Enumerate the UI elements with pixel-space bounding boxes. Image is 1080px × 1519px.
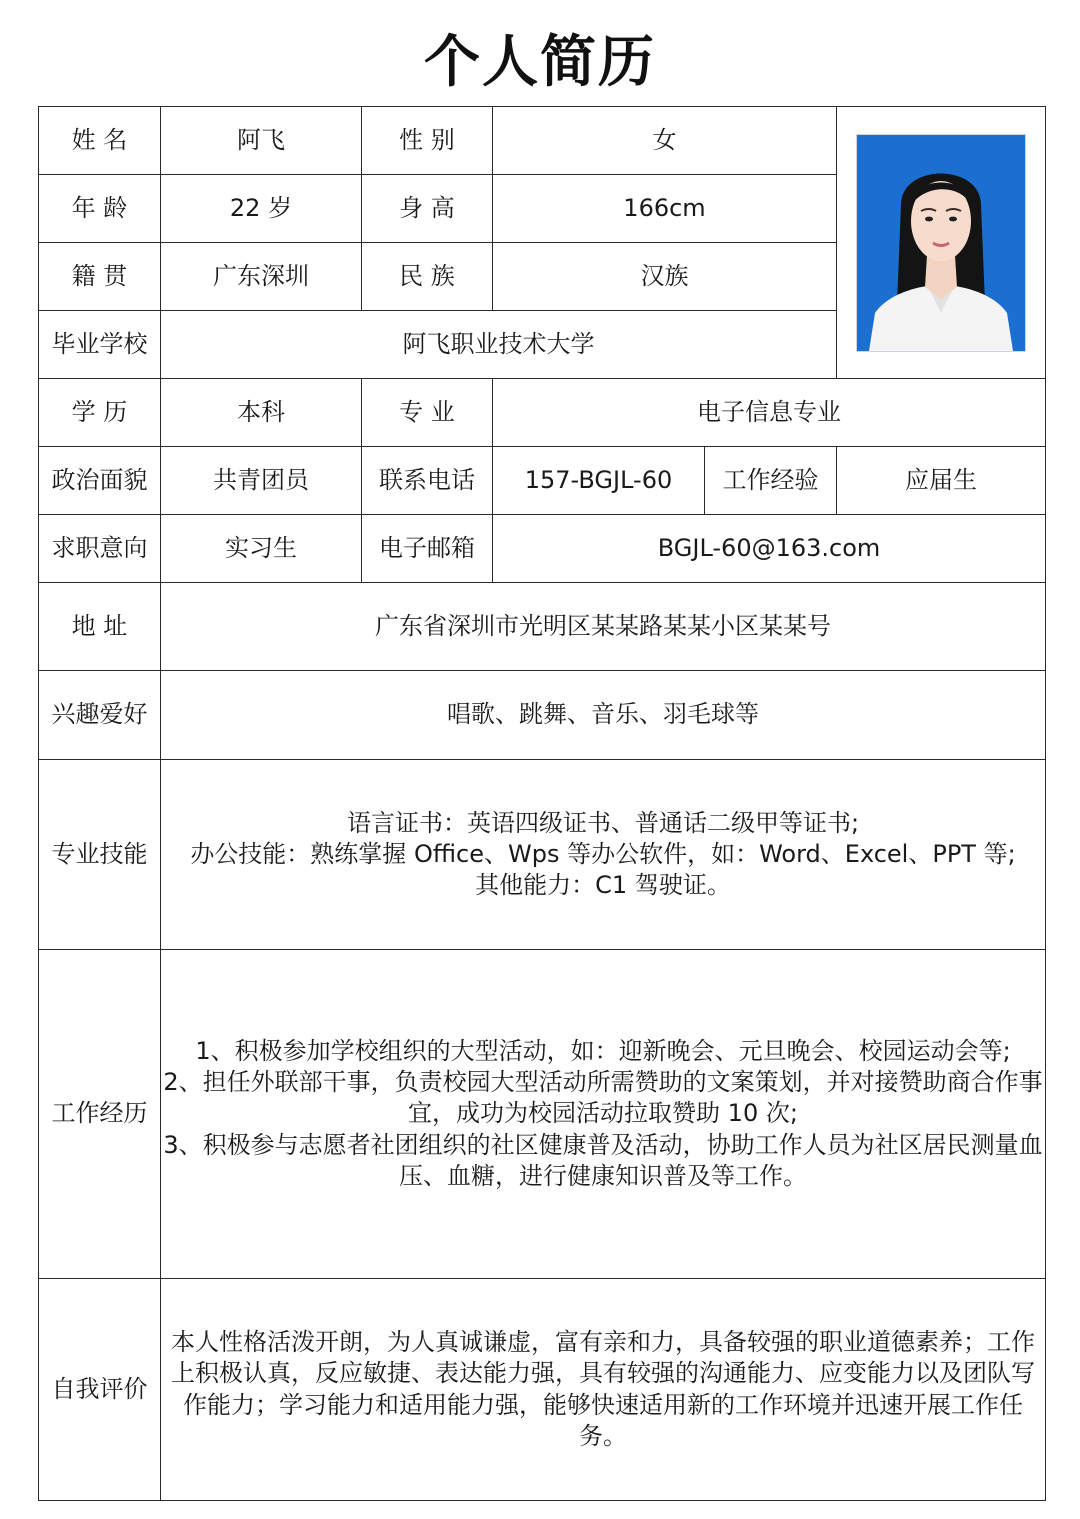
gender-value: 女 xyxy=(493,107,837,175)
major-label: 专 业 xyxy=(362,379,493,447)
hobbies-label: 兴趣爱好 xyxy=(39,671,161,760)
experience-value: 应届生 xyxy=(837,447,1046,515)
self-eval-label: 自我评价 xyxy=(39,1279,161,1501)
skills-line: 办公技能：熟练掌握 Office、Wps 等办公软件，如：Word、Excel、PPT 等; xyxy=(190,839,1016,868)
education-label: 学 历 xyxy=(39,379,161,447)
school-value: 阿飞职业技术大学 xyxy=(161,311,837,379)
height-value: 166cm xyxy=(493,175,837,243)
address-label: 地 址 xyxy=(39,583,161,671)
ethnicity-label: 民 族 xyxy=(362,243,493,311)
resume-table xyxy=(38,106,1046,1501)
experience-label: 工作经验 xyxy=(705,447,837,515)
row-intention xyxy=(39,515,1046,583)
intention-label: 求职意向 xyxy=(39,515,161,583)
work-line: 3、积极参与志愿者社团组织的社区健康普及活动，协助工作人员为社区居民测量血压、血糖，进行健康知识普及等工作。 xyxy=(163,1130,1043,1190)
height-label: 身 高 xyxy=(362,175,493,243)
intention-value: 实习生 xyxy=(161,515,362,583)
phone-value: 157-BGJL-60 xyxy=(493,447,705,515)
skills-content xyxy=(161,760,1046,950)
work-label: 工作经历 xyxy=(39,950,161,1279)
work-content xyxy=(161,950,1046,1279)
email-label: 电子邮箱 xyxy=(362,515,493,583)
row-address xyxy=(39,583,1046,671)
photo-cell xyxy=(837,107,1046,379)
work-line: 2、担任外联部干事，负责校园大型活动所需赞助的文案策划，并对接赞助商合作事宜，成功为校园活动拉取赞助 10 次; xyxy=(163,1068,1043,1128)
hobbies-value: 唱歌、跳舞、音乐、羽毛球等 xyxy=(161,671,1046,760)
age-label: 年 龄 xyxy=(39,175,161,243)
row-skills xyxy=(39,760,1046,950)
row-name xyxy=(39,107,1046,175)
gender-label: 性 别 xyxy=(362,107,493,175)
row-work xyxy=(39,950,1046,1279)
row-political xyxy=(39,447,1046,515)
portrait-photo-image xyxy=(857,135,1025,351)
page-title: 个人简历 xyxy=(424,30,656,95)
hometown-value: 广东深圳 xyxy=(161,243,362,311)
hometown-label: 籍 贯 xyxy=(39,243,161,311)
row-hobbies xyxy=(39,671,1046,760)
education-value: 本科 xyxy=(161,379,362,447)
political-value: 共青团员 xyxy=(161,447,362,515)
political-label: 政治面貌 xyxy=(39,447,161,515)
self-eval-content: 本人性格活泼开朗，为人真诚谦虚，富有亲和力，具备较强的职业道德素养；工作上积极认真，反应敏捷、表达能力强，具有较强的沟通能力、应变能力以及团队写作能力；学习能力和适用能力强，能够快速适用新的工作环境并迅速开展工作任务。 xyxy=(161,1279,1046,1501)
school-label: 毕业学校 xyxy=(39,311,161,379)
work-line: 1、积极参加学校组织的大型活动，如：迎新晚会、元旦晚会、校园运动会等; xyxy=(195,1037,1011,1066)
skills-line: 语言证书：英语四级证书、普通话二级甲等证书; xyxy=(346,808,860,837)
name-value: 阿飞 xyxy=(161,107,362,175)
address-value: 广东省深圳市光明区某某路某某小区某某号 xyxy=(161,583,1046,671)
email-value: BGJL-60@163.com xyxy=(493,515,1046,583)
major-value: 电子信息专业 xyxy=(493,379,1046,447)
age-value: 22 岁 xyxy=(161,175,362,243)
name-label: 姓 名 xyxy=(39,107,161,175)
portrait-photo xyxy=(856,134,1026,352)
row-self-eval xyxy=(39,1279,1046,1501)
skills-line: 其他能力：C1 驾驶证。 xyxy=(475,871,731,900)
ethnicity-value: 汉族 xyxy=(493,243,837,311)
phone-label: 联系电话 xyxy=(362,447,493,515)
skills-label: 专业技能 xyxy=(39,760,161,950)
row-education xyxy=(39,379,1046,447)
